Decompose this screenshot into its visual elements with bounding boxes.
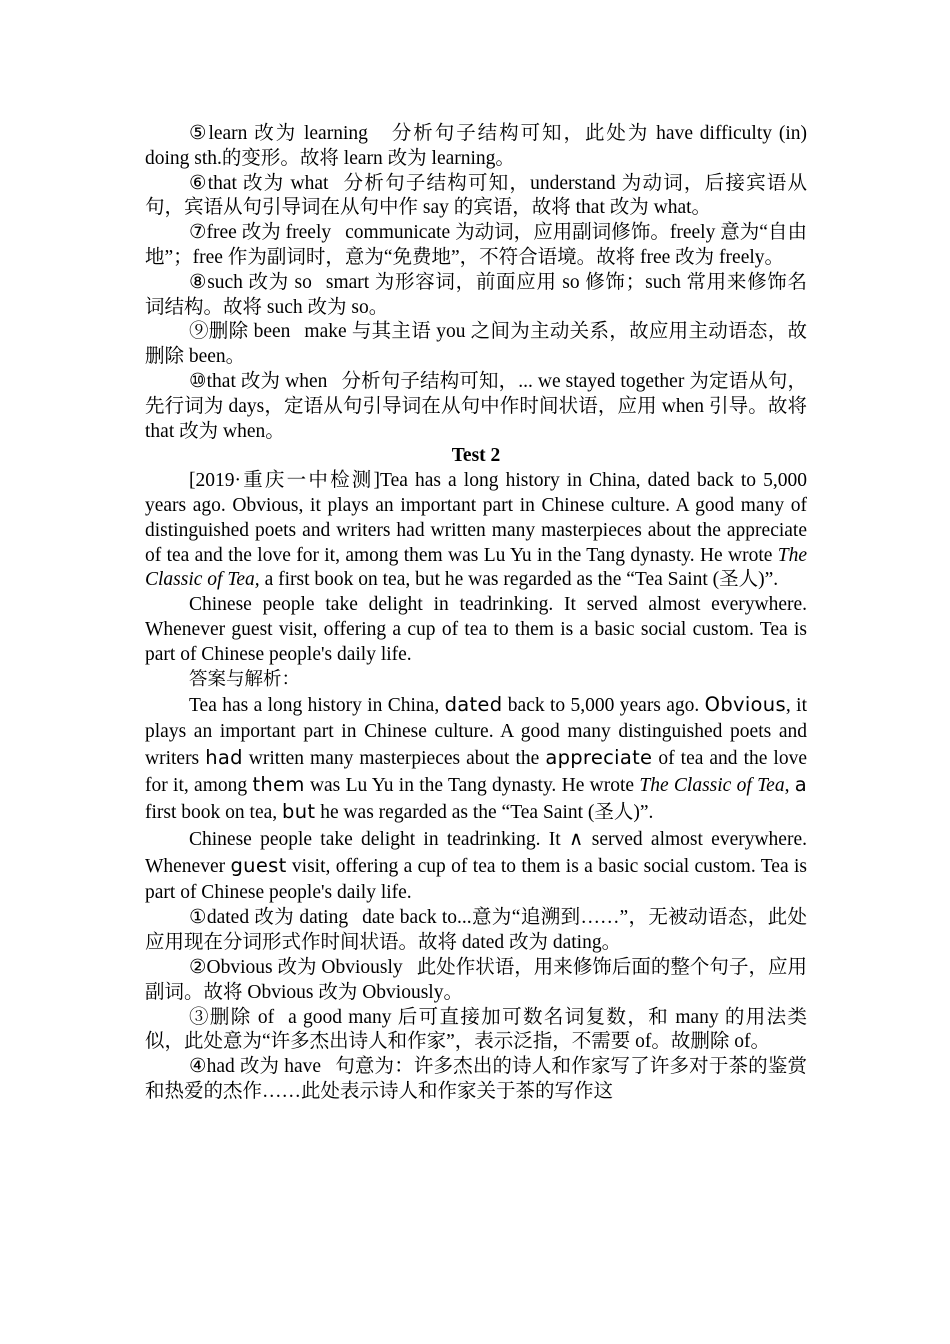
answer-text: , it plays an important part in Chinese culture. A good many distinguished poets and writers (145, 695, 807, 770)
answer-text: , (784, 775, 795, 797)
note-head: ①dated 改为 dating (189, 907, 349, 929)
note-3 (145, 1006, 807, 1056)
document-page (145, 122, 807, 1105)
note-body: 分析句子结构可知，... we stayed together 为定语从句，先行词为 days，定语从句引导词在从句中作时间状语，应用 when 引导。故将 that 改为 when。 (145, 370, 807, 442)
passage-paragraph-2: Chinese people take delight in teadrinking. It served almost everywhere. Whenever guest visit, offering a cup of tea to them is a basic social custom. Tea is part of Chinese people's daily life. (145, 594, 807, 665)
note-body: date back to...意为“追溯到……”，无被动语态，此处应用现在分词形式作时间状语。故将 dated 改为 dating。 (145, 907, 807, 954)
answer-text: was Lu Yu in the Tang dynasty. He wrote (304, 775, 640, 797)
note-head: ⑩that 改为 when (189, 370, 328, 392)
answer-text: back to 5,000 years ago. (502, 695, 705, 717)
note-head: ⑨删除 been (189, 321, 291, 343)
note-body: 分析句子结构可知，此处为 have difficulty (in) doing sth.的变形。故将 learn 改为 learning。 (145, 123, 808, 169)
note-body: 句意为：许多杰出的诗人和作家写了许多对于茶的鉴赏和热爱的杰作……此处表示诗人和作家关于茶的写作这 (145, 1056, 807, 1102)
answer-label-text: 答案与解析： (189, 668, 301, 690)
answer-text: Chinese people take delight in teadrinking. It (189, 829, 569, 851)
note-8 (145, 271, 807, 321)
answer-text: first book on tea, (145, 802, 283, 824)
error-word: appreciate (545, 746, 653, 770)
note-head: ③删除 of (189, 1006, 275, 1028)
note-head: ⑤learn 改为 learning (189, 123, 368, 144)
error-word: but (282, 800, 316, 824)
passage-paragraph-1 (145, 469, 807, 593)
error-word: Obvious (704, 693, 786, 717)
note-4 (145, 1055, 807, 1105)
note-head: ④had 改为 have (189, 1056, 322, 1078)
note-9 (145, 320, 807, 370)
note-5 (145, 122, 807, 172)
note-10 (145, 370, 807, 444)
book-title: The Classic of Tea (639, 775, 785, 797)
note-body: communicate 为动词，应用副词修饰。freely 意为“自由地”；free 作为副词时，意为“免费地”，不符合语境。故将 free 改为 freely。 (145, 222, 807, 268)
passage-text: a first book on tea, but he was regarded as the “Tea Saint (圣人)”. (259, 569, 779, 591)
source-label: [2019·重庆一中检测] (189, 470, 381, 492)
error-word: guest (230, 854, 287, 878)
answer-label (145, 668, 807, 693)
error-word: them (252, 773, 305, 797)
note-head: ⑦free 改为 freely (189, 222, 332, 244)
insert-mark: ∧ (568, 827, 584, 851)
test-title: Test 2 (451, 445, 501, 467)
note-body: 分析句子结构可知，understand 为动词，后接宾语从句，宾语从句引导词在从句中作 say 的宾语，故将 that 改为 what。 (145, 172, 807, 219)
note-head: ⑧such 改为 so (189, 271, 312, 293)
note-6 (145, 172, 807, 222)
answer-paragraph-2 (145, 826, 807, 906)
passage-text: Tea has a long history in China, dated back to 5,000 years ago. Obvious, it plays an important part in Chinese culture. A good many of distinguished poets and writers had written many masterpieces about the appreciate of tea and the love for it, among them was Lu Yu in the Tang dynasty. He wrote (145, 470, 807, 566)
error-word: dated (444, 693, 503, 717)
note-7 (145, 221, 807, 271)
error-word: a (794, 773, 808, 797)
note-head: ②Obvious 改为 Obviously (189, 956, 403, 978)
note-head: ⑥that 改为 what (189, 172, 329, 194)
answer-text: visit, offering a cup of tea to them is a basic social custom. Tea is part of Chinese people's daily life. (145, 856, 807, 904)
answer-text: he was regarded as the “Tea Saint (圣人)”. (315, 802, 654, 824)
note-body: a good many 后可直接加可数名词复数，和 many 的用法类似，此处意为“许多杰出诗人和作家”，表示泛指，不需要 of。故删除 of。 (145, 1006, 807, 1053)
answer-text: served almost everywhere. Whenever (145, 829, 807, 878)
answer-text: written many masterpieces about the (242, 748, 546, 770)
answer-paragraph-1 (145, 692, 807, 826)
note-2 (145, 956, 807, 1006)
note-body: smart 为形容词，前面应用 so 修饰；such 常用来修饰名词结构。故将 such 改为 so。 (145, 271, 807, 318)
note-1 (145, 906, 807, 956)
error-word: had (205, 746, 243, 770)
note-body: make 与其主语 you 之间为主动关系，故应用主动语态，故删除 been。 (145, 321, 807, 368)
book-title: The Classic of Tea, (145, 544, 807, 591)
answer-text: of tea and the love for it, among (145, 748, 807, 797)
answer-text: Tea has a long history in China, (189, 695, 445, 717)
note-body: 此处作状语，用来修饰后面的整个句子，应用副词。故将 Obvious 改为 Obviously。 (145, 956, 807, 1003)
